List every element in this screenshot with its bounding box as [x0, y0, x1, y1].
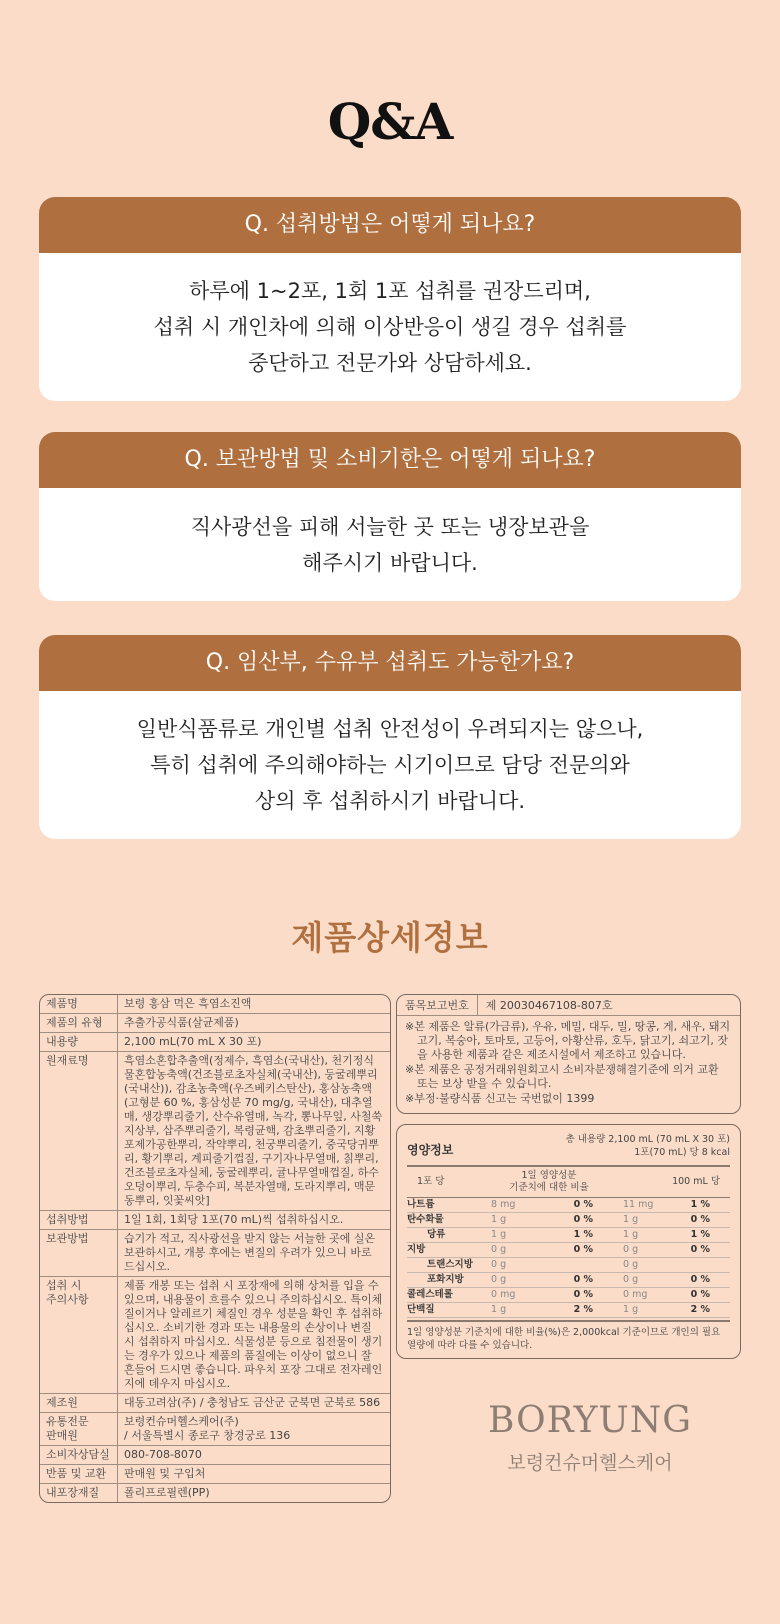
serving-amount: 0 g [491, 1274, 507, 1285]
per100-percent [671, 1258, 730, 1272]
row-value: 습기가 적고, 직사광선을 받지 않는 서늘한 곳에 실온 보관하시고, 개봉 후에는 변질의 우려가 있으니 바로 드십시오. [124, 1232, 376, 1273]
serving-amount: 1 g [491, 1214, 507, 1225]
serving-percent: 0 % [573, 1289, 593, 1300]
nutrient-name: 콜레스테롤 [407, 1289, 453, 1300]
brand-logo: BORYUNG [488, 1400, 692, 1441]
nutrition-rows [407, 1198, 730, 1318]
row-value: 대동고려삼(주) / 충청남도 금산군 군북면 군북로 586 [124, 1396, 381, 1409]
row-label: 원재료명 [40, 1052, 118, 1210]
table-row [40, 995, 390, 1014]
nutrient-name: 탄수화물 [407, 1214, 444, 1225]
row-value: 판매원 및 구입처 [124, 1467, 206, 1480]
section-title: 제품상세정보 [291, 918, 489, 957]
serving-amount: 0 g [491, 1244, 507, 1255]
notice-line: ※부정·불량식품 신고는 국번없이 1399 [405, 1092, 595, 1105]
per100-percent: 0 % [690, 1244, 710, 1255]
report-number-value: 제 20030467108-807호 [485, 999, 613, 1012]
row-label: 보관방법 [40, 1230, 118, 1276]
nutrition-header [407, 1133, 730, 1167]
row-label: 섭취 시 주의사항 [40, 1277, 118, 1393]
qa-title: Q&A [327, 92, 453, 151]
nutrition-row [407, 1303, 730, 1318]
nutrient-name: 포화지방 [427, 1274, 464, 1285]
qa-answer-text: 일반식품류로 개인별 섭취 안전성이 우려되지는 않으나, 특히 섭취에 주의해야하는 시기이므로 담당 전문의와 상의 후 섭취하시기 바랍니다. [136, 717, 644, 813]
row-value: 폴리프로필렌(PP) [124, 1486, 210, 1499]
per100-amount: 0 mg [623, 1289, 648, 1300]
nutrition-per-serving: 1포(70 mL) 당 8 kcal [634, 1147, 730, 1158]
nutrition-row [407, 1288, 730, 1303]
per100-amount: 0 g [623, 1244, 639, 1255]
nutrition-total: 총 내용량 2,100 mL (70 mL X 30 포) [565, 1134, 730, 1145]
qa-card-3 [39, 635, 741, 839]
nutrient-name: 트랜스지방 [427, 1259, 473, 1270]
table-row [40, 1394, 390, 1413]
report-number-row [397, 995, 740, 1016]
column-header: 1일 영양성분 기준치에 대한 비율 [509, 1170, 589, 1193]
row-label: 제품명 [40, 995, 118, 1013]
table-row [40, 1277, 390, 1394]
serving-percent: 0 % [573, 1274, 593, 1285]
serving-amount: 1 g [491, 1229, 507, 1240]
product-info-table [39, 994, 391, 1503]
serving-amount: 1 g [491, 1304, 507, 1315]
nutrient-name: 나트륨 [407, 1199, 435, 1210]
nutrition-row [407, 1198, 730, 1213]
qa-card-2 [39, 432, 741, 601]
row-label: 내포장재질 [40, 1484, 118, 1502]
nutrient-name: 당류 [427, 1229, 446, 1240]
per100-amount: 1 g [623, 1304, 639, 1315]
notice-box [396, 994, 741, 1114]
report-number-label: 품목보고번호 [397, 995, 478, 1015]
serving-amount: 0 mg [491, 1289, 516, 1300]
row-value: 1일 1회, 1회당 1포(70 mL)씩 섭취하십시오. [124, 1213, 344, 1226]
serving-amount: 8 mg [491, 1199, 516, 1210]
nutrition-row [407, 1243, 730, 1258]
nutrition-footnote: 1일 영양성분 기준치에 대한 비율(%)은 2,000kcal 기준이므로 개인의 필요 열량에 따라 다를 수 있습니다. [407, 1320, 730, 1352]
serving-percent: 0 % [573, 1244, 593, 1255]
row-value: 080-708-8070 [124, 1448, 202, 1461]
per100-amount: 0 g [623, 1274, 639, 1285]
row-value: 추출가공식품(살균제품) [124, 1016, 239, 1029]
row-label: 반품 및 교환 [40, 1465, 118, 1483]
per100-amount: 1 g [623, 1229, 639, 1240]
notice-line: ※본 제품은 알류(가금류), 우유, 메밀, 대두, 밀, 땅콩, 게, 새우, 돼지고기, 복숭아, 토마토, 고등어, 아황산류, 호두, 닭고기, 쇠고기, 잣을 사용한 제품과 같은 제조시설에서 제조하고 있습니다. [405, 1020, 731, 1061]
row-label: 유통전문 판매원 [40, 1413, 118, 1445]
nutrition-row [407, 1228, 730, 1243]
qa-answer-text: 하루에 1~2포, 1회 1포 섭취를 권장드리며, 섭취 시 개인차에 의해 이상반응이 생길 경우 섭취를 중단하고 전문가와 상담하세요. [153, 279, 627, 375]
brand-name: 보령컨슈머헬스케어 [507, 1452, 673, 1474]
nutrition-title: 영양정보 [407, 1143, 454, 1157]
serving-percent: 1 % [573, 1229, 593, 1240]
row-label: 내용량 [40, 1033, 118, 1051]
table-row [40, 1033, 390, 1052]
serving-amount: 0 g [491, 1259, 507, 1270]
per100-percent: 0 % [690, 1289, 710, 1300]
row-label: 소비자상담실 [40, 1446, 118, 1464]
row-value: 보령 홍삼 먹은 흑염소진액 [124, 997, 252, 1010]
column-header: 100 mL 당 [672, 1176, 720, 1187]
serving-percent: 0 % [573, 1199, 593, 1210]
nutrition-row [407, 1273, 730, 1288]
qa-question: Q. 보관방법 및 소비기한은 어떻게 되나요? [39, 432, 741, 488]
qa-question: Q. 섭취방법은 어떻게 되나요? [39, 197, 741, 253]
serving-percent: 0 % [573, 1214, 593, 1225]
serving-percent: 2 % [573, 1304, 593, 1315]
qa-answer [39, 488, 741, 601]
nutrient-name: 단백질 [407, 1304, 435, 1315]
per100-amount: 1 g [623, 1214, 639, 1225]
qa-question: Q. 임산부, 수유부 섭취도 가능한가요? [39, 635, 741, 691]
nutrition-row [407, 1213, 730, 1228]
table-row [40, 1211, 390, 1230]
notice-body [397, 1016, 740, 1113]
nutrient-name: 지방 [407, 1244, 426, 1255]
row-label: 제품의 유형 [40, 1014, 118, 1032]
notice-line: ※본 제품은 공정거래위원회고시 소비자분쟁해결기준에 의거 교환 또는 보상 받을 수 있습니다. [405, 1063, 719, 1090]
qa-card-1 [39, 197, 741, 401]
per100-percent: 2 % [690, 1304, 710, 1315]
nutrition-meta [566, 1133, 730, 1159]
table-row [40, 1446, 390, 1465]
qa-answer-text: 직사광선을 피해 서늘한 곳 또는 냉장보관을 해주시기 바랍니다. [190, 514, 590, 575]
table-row [40, 1052, 390, 1211]
table-row [40, 1465, 390, 1484]
per100-amount: 11 mg [623, 1199, 654, 1210]
qa-answer [39, 253, 741, 401]
per100-amount: 0 g [623, 1259, 639, 1270]
row-label: 섭취방법 [40, 1211, 118, 1229]
serving-percent [521, 1258, 613, 1272]
row-value: 보령컨슈머헬스케어(주) / 서울특별시 종로구 창경궁로 136 [124, 1415, 291, 1442]
per100-percent: 1 % [690, 1229, 710, 1240]
per100-percent: 0 % [690, 1274, 710, 1285]
table-row [40, 1484, 390, 1502]
row-label: 제조원 [40, 1394, 118, 1412]
qa-answer [39, 691, 741, 839]
table-row [40, 1230, 390, 1277]
nutrition-row [407, 1258, 730, 1273]
nutrition-facts [396, 1124, 741, 1359]
per100-percent: 1 % [690, 1199, 710, 1210]
column-header: 1포 당 [417, 1176, 445, 1187]
row-value: 제품 개봉 또는 섭취 시 포장재에 의해 상처를 입을 수 있으며, 내용물이 흐를수 있으니 주의하십시오. 특이체질이거나 알레르기 체질인 경우 성분을 확인 후 섭취하십시오. 소비기한 경과 또는 내용물의 손상이나 변질 시 섭취하지 마십시오. 식물성분 등으로 침전물이 생기는 경우가 있으나 제품의 품질에는 이상이 없으니 잘 흔들어 드시면 좋습니다. 파우치 포장 그대로 전자레인지에 데우지 마십시오. [124, 1279, 383, 1390]
table-row [40, 1014, 390, 1033]
table-row [40, 1413, 390, 1446]
nutrition-columns [407, 1167, 730, 1198]
row-value: 2,100 mL(70 mL X 30 포) [124, 1035, 262, 1048]
row-value: 흑염소혼합추출액(정제수, 흑염소(국내산), 천기정식물혼합농축액(건조블로초자실체(국내산), 둥굴레뿌리(국내산)), 감초농축액(우즈베키스탄산), 홍삼농축액(고형분 60 %, 홍삼성분 70 mg/g, 국내산), 대추열매, 생강뿌리줄기, 산수유열매, 녹각, 뽕나무잎, 사철쑥지상부, 삽주뿌리줄기, 복령균핵, 감초뿌리줄기, 지황포제가공한뿌리, 작약뿌리, 천궁뿌리줄기, 중국당귀뿌리, 황기뿌리, 계피줄기껍질, 구기자나무열매, 칡뿌리, 건조블로초자실체, 둥굴레뿌리, 귤나무열매껍질, 하수오덩이뿌리, 두충수피, 복분자열매, 도라지뿌리, 맥문동뿌리, 잇꽃씨앗] [124, 1054, 383, 1207]
per100-percent: 0 % [690, 1214, 710, 1225]
